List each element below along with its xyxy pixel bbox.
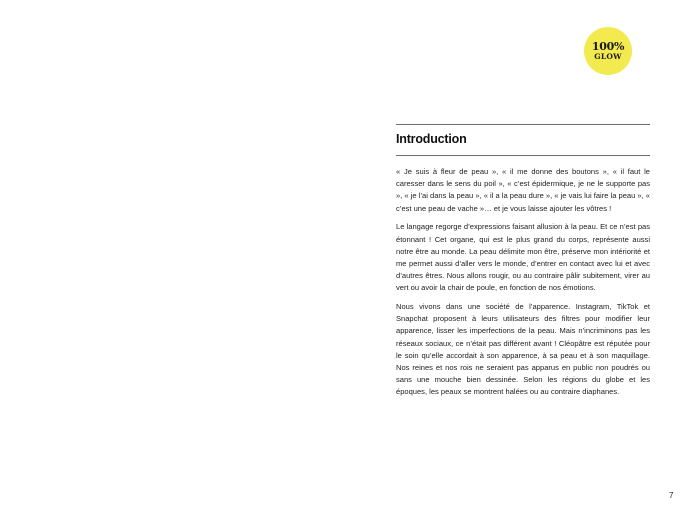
badge-glow-text: GLOW: [594, 52, 622, 62]
title-top-rule: [396, 124, 650, 125]
paragraph-1: « Je suis à fleur de peau », « il me donne des boutons », « il faut le caresser dans le sens du poil », « c’est épidermique, je ne le supporte pas », « je l’ai dans la peau », « il a la peau dure », « je vais lui faire la peau », « c’est une peau de vache »… et je vous laisse ajouter les vôtres !: [396, 167, 650, 213]
badge-percent-text: 100%: [591, 40, 625, 54]
body-text: [396, 166, 650, 405]
paragraph-2: Le langage regorge d’expressions faisant allusion à la peau. Et ce n’est pas étonnant ! Cet organe, qui est le plus grand du corps, représente aussi notre être au monde. La peau délimite mon être, préserve mon intériorité et me permet aussi d’aller vers le monde, d’entrer en contact avec lui et avec d’autres êtres. Nous allons rougir, ou au contraire pâlir subitement, virer au vert ou avoir la chair de poule, en fonction de nos émotions.: [396, 222, 650, 293]
paragraph-3: Nous vivons dans une société de l’apparence. Instagram, TikTok et Snapchat proposent à leurs utilisateurs des filtres pour modifier leur apparence, lisser les imperfections de la peau. Mais n’incriminons pas les réseaux sociaux, ce n’était pas différent avant ! Cléopâtre est réputée pour le soin qu’elle accordait à son apparence, à sa peau et à son maquillage. Nos reines et nos rois ne seraient pas apparus en public non poudrés ou sans une mouche bien dessinée. Selon les régions du globe et les époques, les peaux se montrent halées ou au contraire diaphanes.: [396, 302, 650, 397]
section-title: Introduction: [396, 132, 467, 146]
glow-badge: [584, 27, 632, 75]
title-bottom-rule: [396, 155, 650, 156]
page-number: 7: [669, 491, 674, 500]
